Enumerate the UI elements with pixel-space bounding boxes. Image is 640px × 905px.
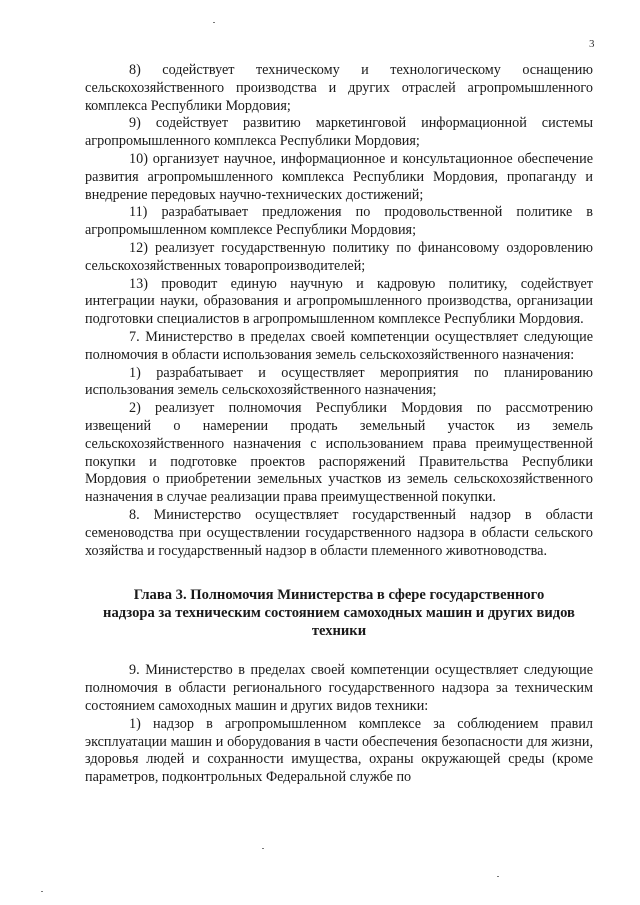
paragraph: 1) разрабатывает и осуществляет мероприятия по планированию использования земель сельскохозяйственного назначения; (85, 364, 593, 399)
paragraph: 9. Министерство в пределах своей компетенции осуществляет следующие полномочия в области регионального государственного надзора за техническим состоянием самоходных машин и других видов техники: (85, 662, 593, 714)
paragraph: 8) содействует техническому и технологическому оснащению сельскохозяйственного производства и других отраслей агропромышленного комплекса Республики Мордовия; (85, 62, 593, 114)
paragraph: 10) организует научное, информационное и консультационное обеспечение развития агропромышленного комплекса Республики Мордовия, пропаганду и внедрение передовых научно-технических достижений; (85, 150, 593, 203)
paragraph: 11) разрабатывает предложения по продовольственной политике в агропромышленном комплексе Республики Мордовия; (85, 204, 593, 239)
chapter-heading-line: техники (311, 623, 367, 640)
paragraph: 2) реализует полномочия Республики Мордовия по рассмотрению извещений о намерении продать земельный участок из земель сельскохозяйственного назначения с использованием права преимущественной покупки и подготовке проектов распоряжений Правительства Республики Мордовия о приобретении земельных участков из земель сельскохозяйственного назначения в случае реализации права преимущественной покупки. (85, 400, 593, 506)
chapter-heading (85, 586, 593, 640)
paragraph: 9) содействует развитию маркетинговой информационной системы агропромышленного комплекса Республики Мордовия; (85, 115, 593, 150)
chapter-heading-line: Глава 3. Полномочия Министерства в сфере государственного (133, 587, 545, 604)
scan-speck (41, 891, 43, 892)
scan-speck (213, 22, 215, 23)
paragraph: 13) проводит единую научную и кадровую политику, содействует интеграции науки, образования и агропромышленного производства, организации подготовки специалистов в агропромышленном комплексе Республики Мордовия. (85, 275, 593, 328)
chapter-heading-line: надзора за техническим состоянием самоходных машин и других видов (103, 605, 575, 622)
scan-speck (262, 848, 264, 849)
page-number: 3 (589, 38, 595, 50)
paragraph: 7. Министерство в пределах своей компетенции осуществляет следующие полномочия в области использования земель сельскохозяйственного назначения: (85, 328, 593, 363)
paragraph: 1) надзор в агропромышленном комплексе за соблюдением правил эксплуатации машин и оборудования в части обеспечения безопасности для жизни, здоровья людей и сохранности имущества, охраны окружающей среды (кроме параметров, подконтрольных Федеральной службе по (85, 715, 593, 786)
document-body (85, 62, 593, 787)
paragraph: 8. Министерство осуществляет государственный надзор в области семеноводства при осуществлении государственного надзора в области сельского хозяйства и государственный надзор в области племенного животноводства. (85, 506, 593, 559)
scan-speck (497, 876, 499, 877)
paragraph: 12) реализует государственную политику по финансовому оздоровлению сельскохозяйственных товаропроизводителей; (85, 239, 593, 274)
